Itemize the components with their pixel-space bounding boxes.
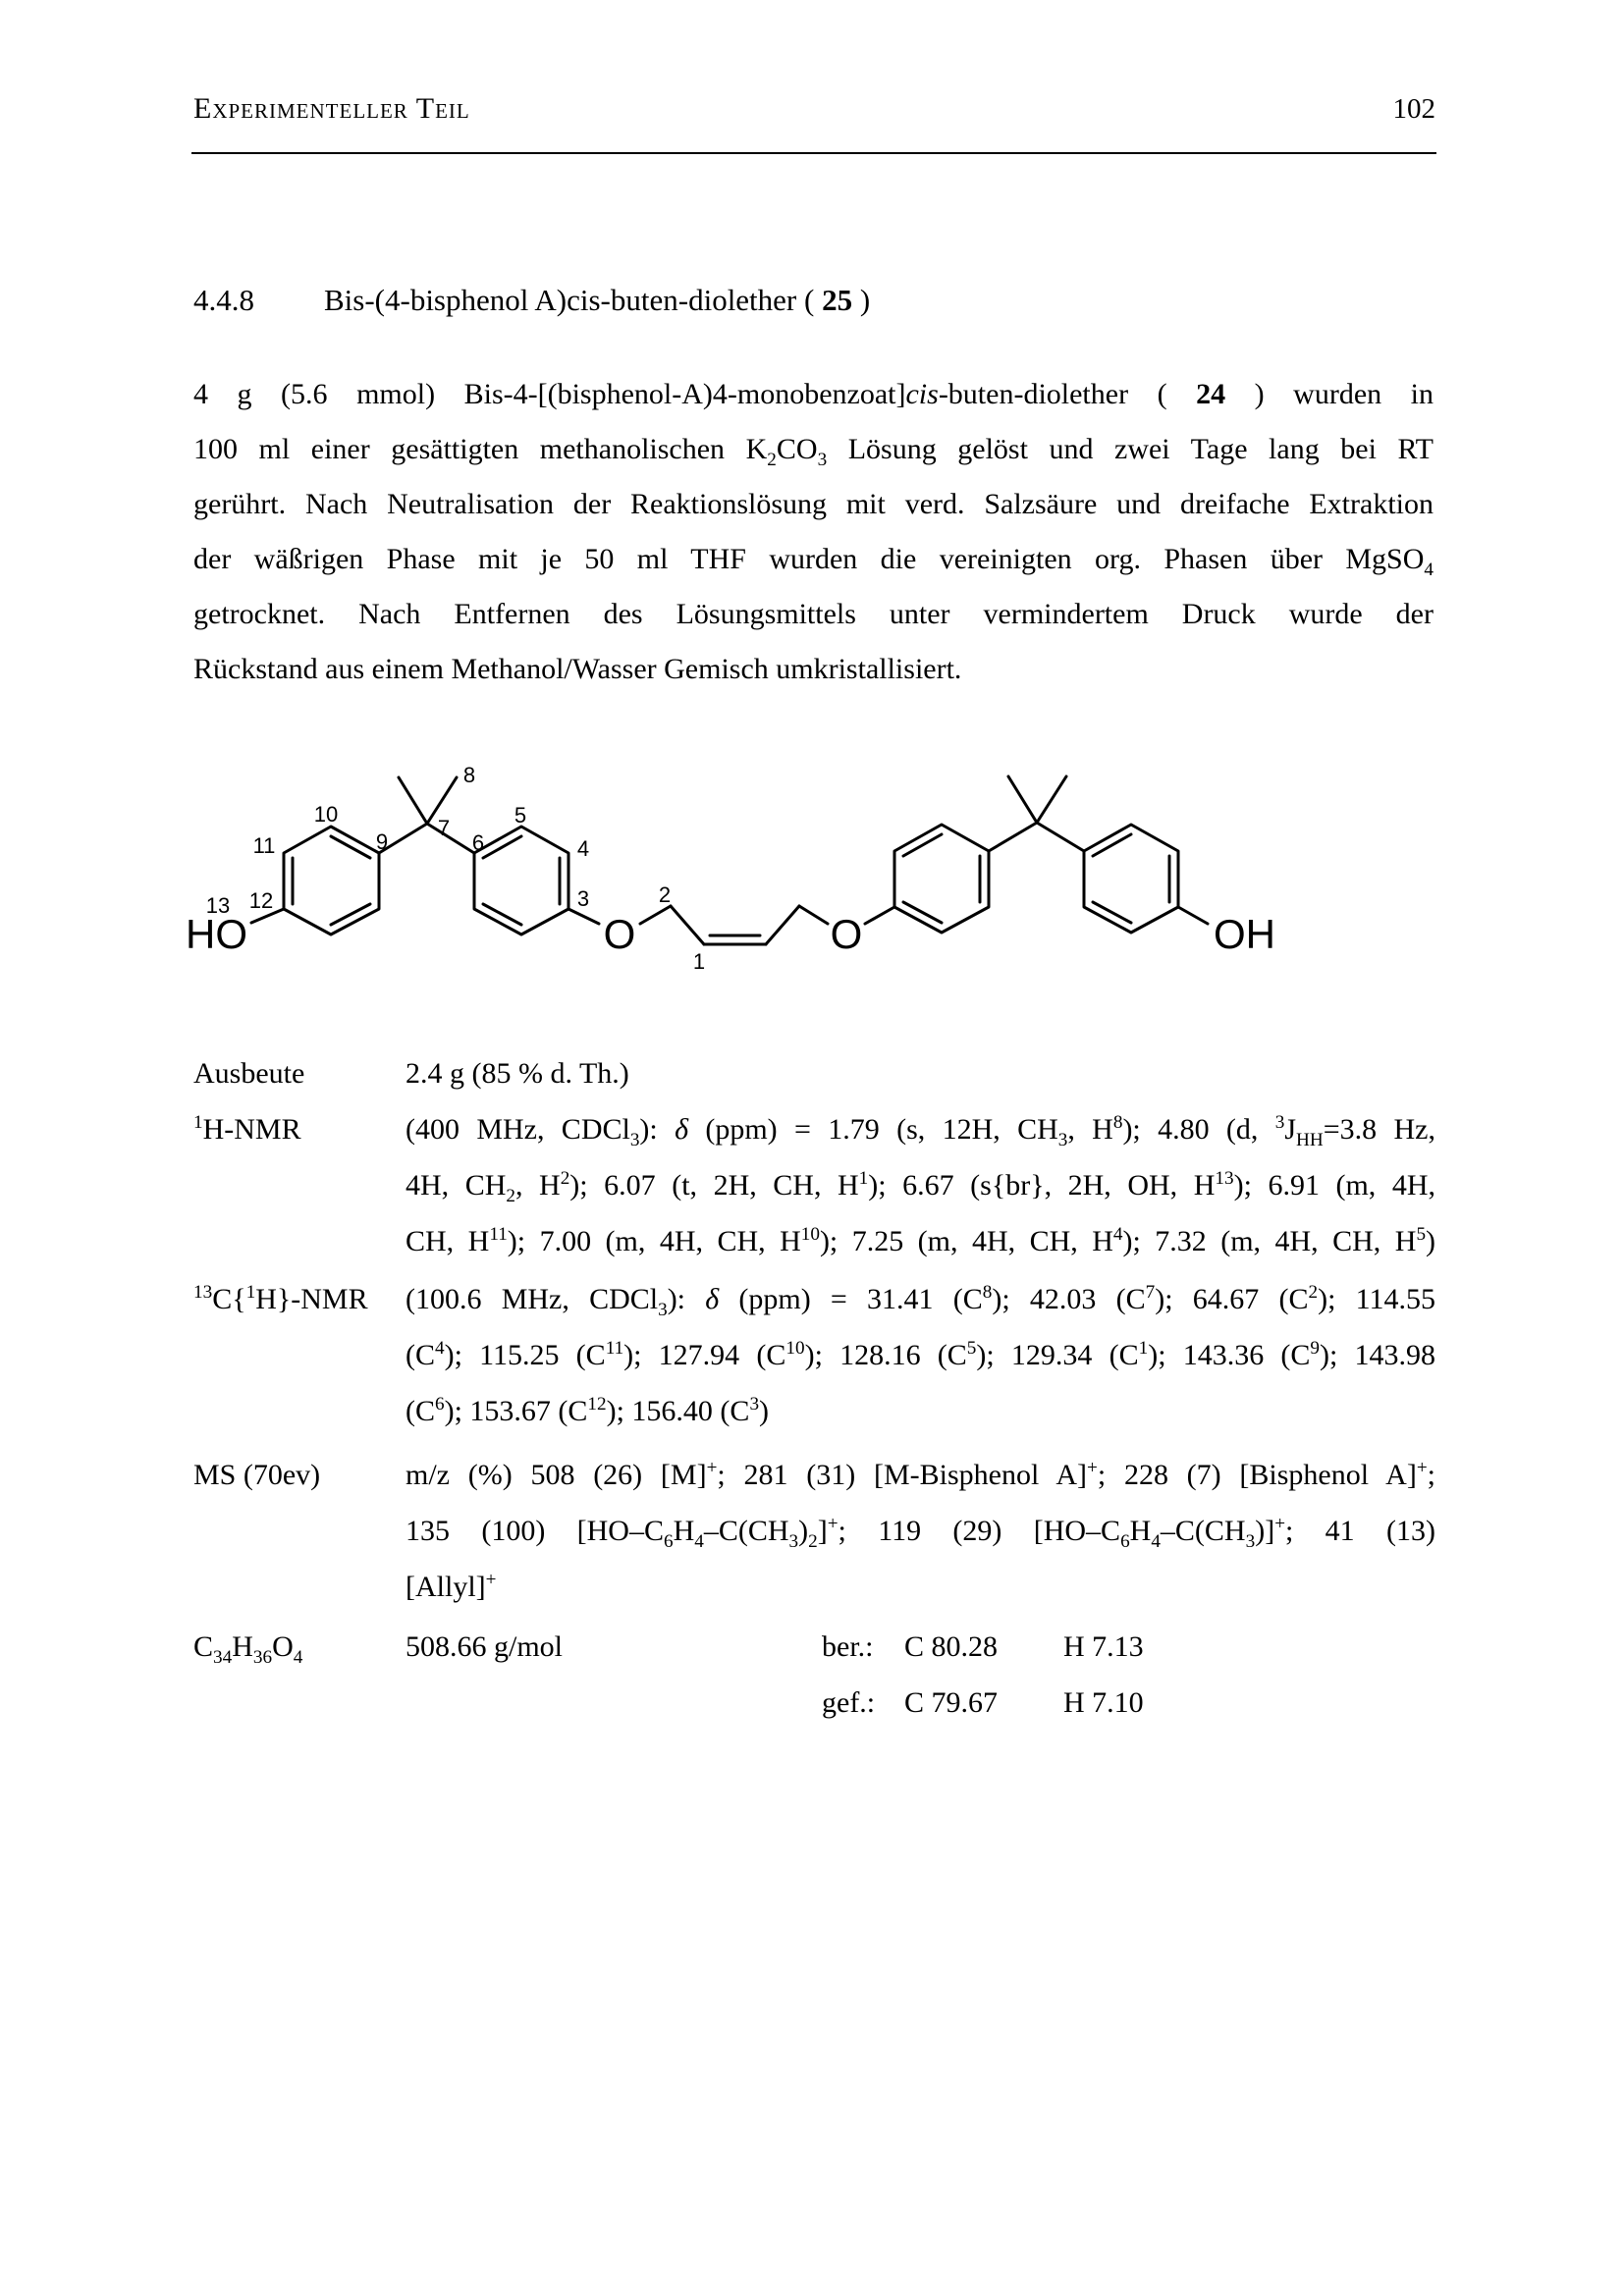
atom-number-8: 8 [462, 763, 476, 787]
analysis-calc-key: ber.: [822, 1630, 874, 1663]
atom-number-10: 10 [313, 802, 339, 827]
benzene-ring-right-ether [894, 825, 989, 933]
benzene-ring-left-ether [471, 827, 568, 934]
c-nmr-label: $^{13}$C{$^1$H}-NMR [193, 1282, 368, 1315]
ms-value [406, 1447, 1435, 1615]
atom-number-13: 13 [205, 893, 231, 918]
page-header [193, 92, 1435, 126]
section-number: 4.4.8 [193, 283, 254, 317]
yield-value [406, 1045, 1435, 1101]
analysis-calculated-row [822, 1619, 1144, 1675]
ms-line: [Allyl]+ [406, 1570, 497, 1603]
analysis-calc-carbon: C 80.28 [904, 1630, 999, 1663]
c-nmr-line: $(C^4)$; 115.25 $(C^{11})$; 127.94 $(C^{10})$; 128.16 $(C^5)$; 129.34 $(C^1)$; 143.36 $(C^9)$; 143.98 [406, 1338, 1436, 1371]
ms-line: 135 (100) $[HO-C_6H_4-C(CH_3)_2]^+$; 119 (29) $[HO-C_6H_4-C(CH_3)]^+$; 41 (13) [406, 1514, 1435, 1552]
yield-label: Ausbeute [193, 1057, 305, 1090]
page-number: 102 [1392, 93, 1435, 125]
bonds-cis-butene-linker [640, 906, 828, 944]
atom-number-12: 12 [248, 888, 274, 913]
ether-oxygen-left-label: O [603, 911, 636, 957]
atom-number-11: 11 [252, 833, 276, 858]
section-heading [193, 283, 870, 318]
ether-oxygen-right-label: O [830, 911, 863, 957]
atom-number-4: 4 [576, 836, 590, 861]
analysis-calc-hydrogen: H 7.13 [1063, 1630, 1144, 1663]
elemental-analysis [822, 1619, 1144, 1731]
hydroxyl-right-label: OH [1214, 911, 1275, 957]
analysis-found-row [822, 1675, 1144, 1731]
atom-number-5: 5 [514, 803, 527, 828]
bonds-left-bisphenol [248, 777, 599, 924]
c-nmr-value [406, 1271, 1435, 1439]
c-nmr-line: $(C^6)$; 153.67 $(C^{12})$; 156.40 $(C^3)$ [406, 1394, 770, 1427]
analysis-found-carbon: C 79.67 [904, 1686, 999, 1719]
analysis-found-hydrogen: H 7.10 [1063, 1686, 1144, 1719]
paragraph-line: der wäßrigen Phase mit je 50 ml THF wurden die vereinigten org. Phasen über MgSO$_4$ [193, 543, 1434, 580]
h-nmr-value [406, 1101, 1435, 1269]
c-nmr-line: (100.6 MHz, CDCl$_3$): δ (ppm) = 31.41 $(C^8)$; 42.03 $(C^7)$; 64.67 $(C^2)$; 114.55 [406, 1282, 1436, 1320]
chemical-structure-diagram [147, 726, 1325, 1021]
h-nmr-line: CH, $H^{11}$); 7.00 (m, 4H, CH, $H^{10}$); 7.25 (m, 4H, CH, $H^4$); 7.32 (m, 4H, CH, $H^5$) [406, 1224, 1436, 1257]
atom-number-7: 7 [437, 816, 451, 840]
molecular-formula-label: $C_{34}H_{36}O_4$ [193, 1630, 303, 1668]
molecular-formula-value [406, 1619, 1435, 1719]
ms-label: MS (70ev) [193, 1459, 321, 1491]
paragraph-line: 100 ml einer gesättigten methanolischen $K_2CO_3$ Lösung gelöst und zwei Tage lang bei RT [193, 433, 1434, 470]
hydroxyl-left-label: HO [186, 911, 247, 957]
experimental-paragraph [193, 367, 1434, 697]
atom-number-6: 6 [471, 830, 485, 855]
atom-number-3: 3 [576, 886, 590, 911]
ms-line: m/z (%) 508 (26) [M]+; 281 (31) [M-Bisphenol A]+; 228 (7) [Bisphenol A]+; [406, 1458, 1435, 1491]
benzene-ring-left-phenol [284, 827, 379, 934]
analysis-found-key: gef.: [822, 1686, 876, 1719]
h-nmr-line: 4H, $CH_2$, $H^2$); 6.07 (t, 2H, CH, $H^1$); 6.67 (s{br}, 2H, OH, $H^{13}$); 6.91 (m, 4H, [406, 1168, 1436, 1206]
paragraph-line: 4 g (5.6 mmol) Bis-4-[(bisphenol-A)4-monobenzoat]cis-buten-diolether ( 24 ) wurden in [193, 378, 1434, 410]
benzene-ring-right-phenol [1084, 825, 1178, 933]
atom-number-2: 2 [658, 882, 672, 907]
atom-number-1: 1 [692, 949, 706, 974]
yield-line: 2.4 g (85 % d. Th.) [406, 1057, 629, 1090]
paragraph-line: Rückstand aus einem Methanol/Wasser Gemisch umkristallisiert. [193, 653, 962, 685]
h-nmr-label: $^1$H-NMR [193, 1112, 301, 1146]
section-title: Bis-(4-bisphenol A)cis-buten-diolether ( 25 ) [324, 283, 871, 317]
header-rule [191, 152, 1436, 154]
h-nmr-line: (400 MHz, CDCl$_3$): δ (ppm) = 1.79 (s, 12H, $CH_3$, $H^8$); 4.80 (d, $^3J_{HH}=3.8$ Hz, [406, 1112, 1435, 1150]
running-header-title: Experimenteller Teil [193, 92, 470, 125]
paragraph-line: gerührt. Nach Neutralisation der Reaktionslösung mit verd. Salzsäure und dreifache Extraktion [193, 488, 1434, 520]
atom-number-9: 9 [375, 829, 389, 854]
paragraph-line: getrocknet. Nach Entfernen des Lösungsmittels unter vermindertem Druck wurde der [193, 598, 1434, 630]
molar-mass: 508.66 g/mol [406, 1630, 564, 1663]
